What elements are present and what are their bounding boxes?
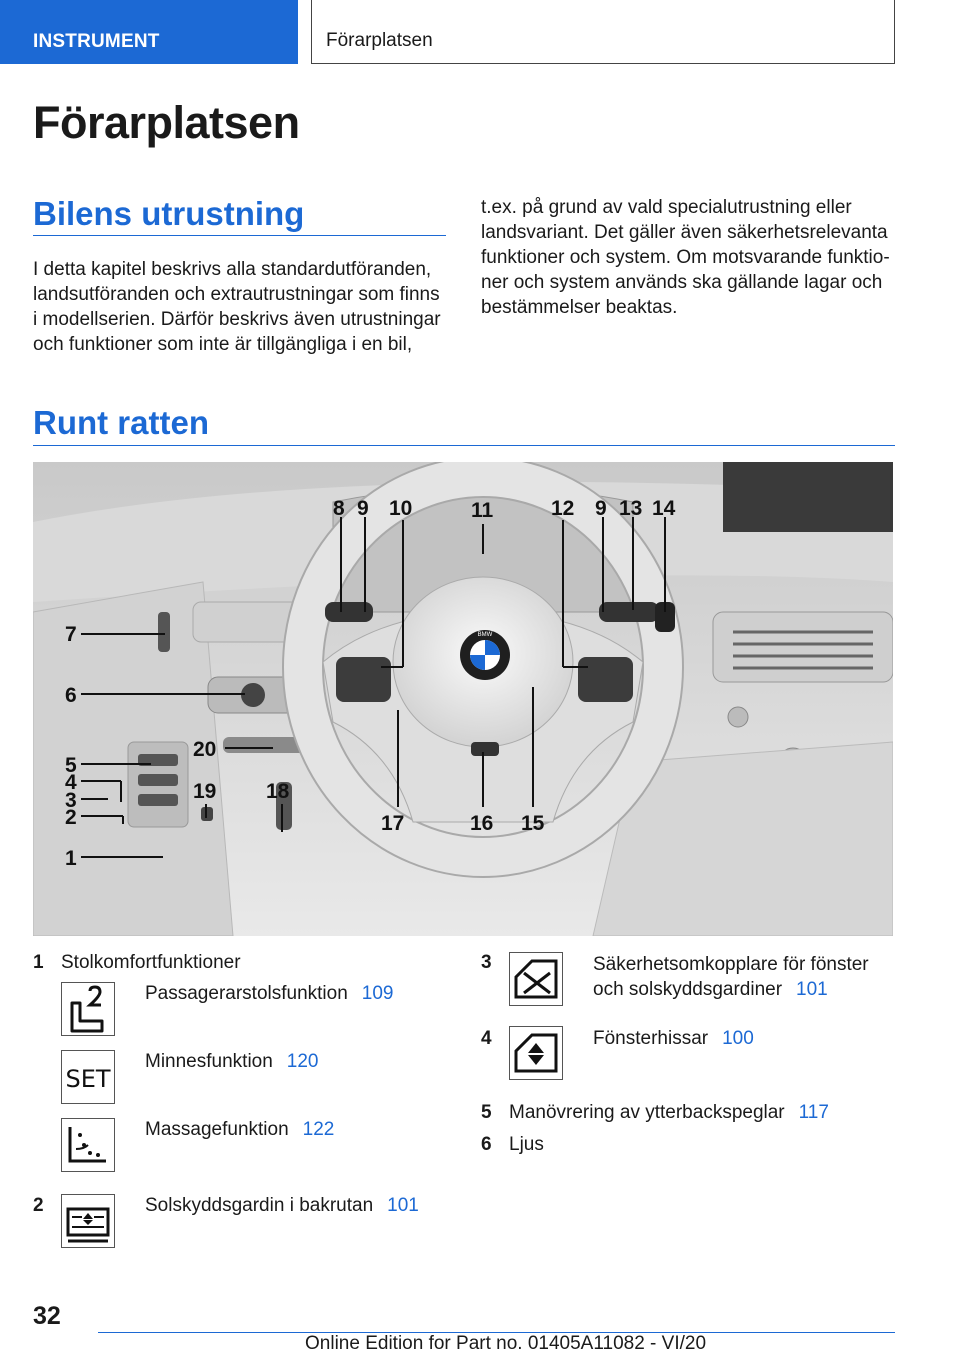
page-title: Förarplatsen [33, 97, 300, 148]
text-line: ner och system används ska gällande lagar och [481, 272, 883, 293]
page-link[interactable]: 101 [796, 979, 828, 1000]
callout-9: 9 [357, 497, 369, 520]
cockpit-illustration [33, 462, 893, 936]
callout-10: 10 [389, 497, 413, 520]
legend-sub-item [145, 1119, 334, 1141]
legend-label: Fönsterhissar [593, 1028, 709, 1049]
legend-number: 6 [481, 1134, 492, 1155]
cockpit-drawing [33, 462, 893, 936]
legend-label-line: och solskyddsgardiner [593, 979, 783, 1000]
legend-number: 2 [33, 1195, 44, 1216]
callout-15: 15 [521, 812, 545, 835]
legend-sub-label: Minnesfunktion [145, 1051, 273, 1072]
callout-9-right: 9 [595, 497, 607, 520]
intro-column-2 [481, 195, 901, 320]
legend-sub-item [145, 1051, 319, 1073]
legend-label: Manövrering av ytterbackspeglar [509, 1102, 785, 1123]
text-line: och funktioner som inte är tillgängliga i en bil, [33, 334, 413, 355]
legend-sub-label: Massagefunktion [145, 1119, 289, 1140]
callout-17: 17 [381, 812, 405, 835]
callout-1: 1 [65, 847, 77, 870]
callout-8: 8 [333, 497, 345, 520]
section-title-equipment: Bilens utrustning [33, 195, 305, 232]
legend-number: 1 [33, 952, 44, 973]
legend-item [593, 952, 869, 1002]
intro-column-1 [33, 257, 453, 357]
callout-3: 3 [65, 789, 77, 812]
callout-19: 19 [193, 780, 217, 803]
page-link[interactable]: 117 [798, 1102, 829, 1123]
callout-4: 4 [65, 771, 77, 794]
legend-item [509, 1102, 829, 1124]
text-line: landsvariant. Det gäller även säkerhetsrelevanta [481, 222, 888, 243]
set-icon-text: SET [65, 1065, 111, 1093]
legend-label: Ljus [509, 1134, 544, 1155]
legend-item [593, 1028, 754, 1050]
callout-20: 20 [193, 738, 217, 761]
callout-11: 11 [471, 499, 494, 522]
section-rule [33, 235, 446, 236]
callout-13: 13 [619, 497, 643, 520]
page-link[interactable]: 101 [387, 1195, 419, 1216]
legend-sub-label: Passagerarstolsfunktion [145, 983, 348, 1004]
callout-6: 6 [65, 684, 77, 707]
text-line: i modellserien. Därför beskrivs även utrustningar [33, 309, 441, 330]
page-link[interactable]: 100 [722, 1028, 754, 1049]
section-rule [33, 445, 895, 446]
text-line: I detta kapitel beskrivs alla standardutföranden, [33, 259, 432, 280]
text-line: bestämmelser beaktas. [481, 297, 678, 318]
legend-label-line: Säkerhetsomkopplare för fönster [593, 954, 869, 975]
section-title-steering: Runt ratten [33, 404, 209, 441]
page-link[interactable]: 122 [302, 1119, 335, 1140]
set-icon [61, 1050, 115, 1104]
window-lift-icon [509, 1026, 563, 1080]
callout-5: 5 [65, 754, 77, 777]
callout-18: 18 [266, 780, 290, 803]
massage-icon [61, 1118, 115, 1172]
text-line: funktioner och system. Om motsvarande funktio- [481, 247, 890, 268]
window-lock-icon [509, 952, 563, 1006]
section-tab[interactable]: INSTRUMENT [0, 0, 298, 64]
legend-number: 4 [481, 1028, 492, 1049]
text-line: t.ex. på grund av vald specialutrustning eller [481, 197, 852, 218]
legend-number: 3 [481, 952, 492, 973]
bmw-badge-text: BMW [477, 632, 493, 638]
rear-blind-icon [61, 1194, 115, 1248]
text-line: landsutföranden och extrautrustningar som finns [33, 284, 440, 305]
page-number: 32 [33, 1302, 61, 1330]
seat-2-icon [61, 982, 115, 1036]
legend-left [33, 952, 453, 1252]
legend-right [481, 952, 901, 1172]
legend-label: Solskyddsgardin i bakrutan [145, 1195, 374, 1216]
callout-12: 12 [551, 497, 575, 520]
legend-item [145, 1195, 419, 1217]
chapter-header: Förarplatsen [311, 0, 895, 64]
legend-sub-item [145, 983, 393, 1005]
callout-7: 7 [65, 623, 77, 646]
callout-2: 2 [65, 806, 77, 829]
callout-14: 14 [652, 497, 676, 520]
page-link[interactable]: 109 [361, 983, 394, 1004]
page-link[interactable]: 120 [286, 1051, 319, 1072]
footer-edition: Online Edition for Part no. 01405A11082 - VI/20 [305, 1333, 707, 1354]
callout-16: 16 [470, 812, 494, 835]
legend-label: Stolkomfortfunktioner [61, 952, 241, 973]
legend-number: 5 [481, 1102, 492, 1123]
